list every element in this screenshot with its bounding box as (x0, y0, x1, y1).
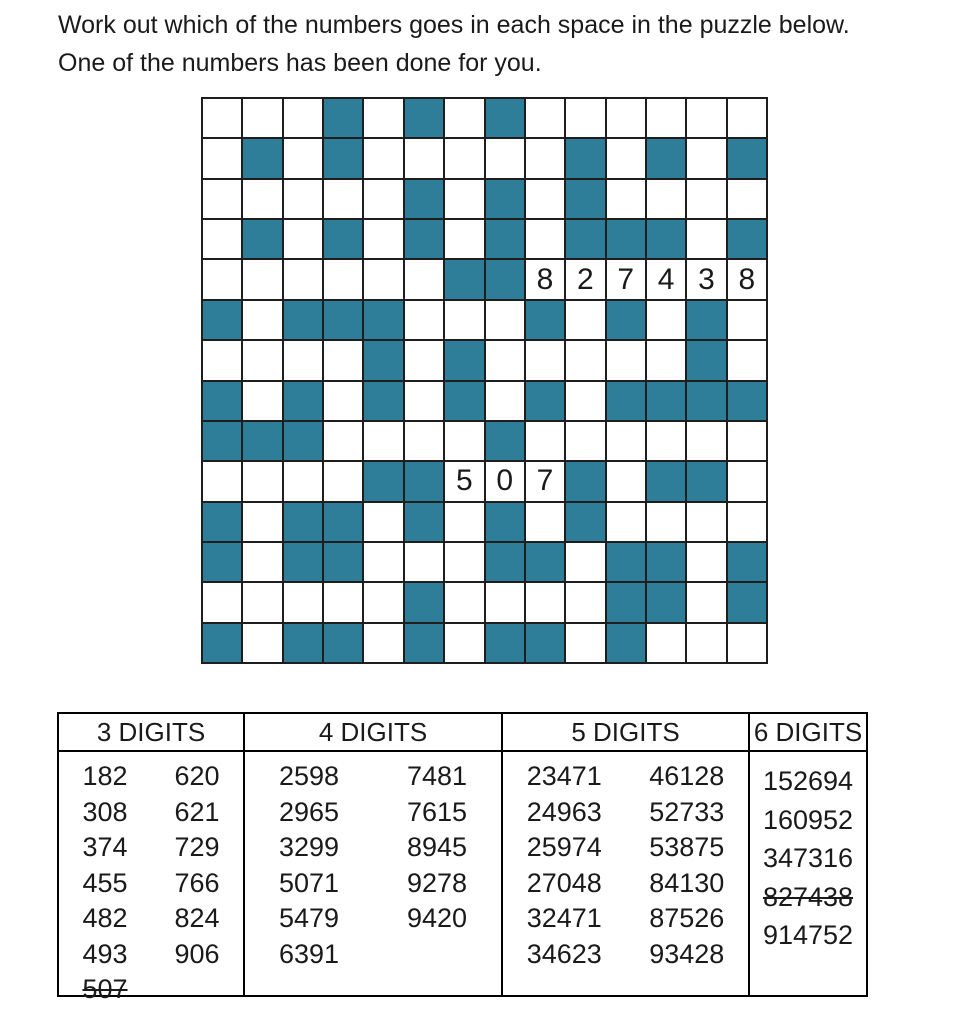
grid-cell-r11c11-shaded (647, 543, 685, 581)
grid-cell-r9c9-shaded (566, 462, 604, 500)
grid-cell-r7c5[interactable] (405, 382, 443, 420)
grid-cell-r1c5[interactable] (405, 139, 443, 177)
grid-cell-r4c2[interactable] (284, 260, 322, 298)
grid-cell-r2c3[interactable] (324, 180, 362, 218)
grid-cell-r13c9[interactable] (566, 624, 604, 662)
number-9420: 9420 (406, 903, 468, 933)
number-bank-column-4-digits (243, 714, 501, 995)
number-729: 729 (174, 832, 220, 862)
grid-cell-r9c0[interactable] (203, 462, 241, 500)
grid-cell-r2c2[interactable] (284, 180, 322, 218)
grid-cell-r5c13[interactable] (728, 301, 766, 339)
grid-cell-r11c4[interactable] (364, 543, 402, 581)
grid-cell-r10c6[interactable] (445, 503, 483, 541)
grid-cell-r3c3-shaded (324, 220, 362, 258)
grid-cell-r6c9[interactable] (566, 341, 604, 379)
grid-cell-r11c0-shaded (203, 543, 241, 581)
number-5479: 5479 (278, 903, 340, 933)
grid-cell-r5c11[interactable] (647, 301, 685, 339)
grid-cell-r0c8[interactable] (526, 99, 564, 137)
grid-cell-r8c6[interactable] (445, 422, 483, 460)
number-182: 182 (82, 761, 128, 791)
column-body (750, 752, 866, 995)
column-body (503, 752, 748, 995)
grid-cell-r1c4[interactable] (364, 139, 402, 177)
grid-cell-r0c6[interactable] (445, 99, 483, 137)
number-2965: 2965 (278, 796, 340, 827)
grid-cell-r13c4[interactable] (364, 624, 402, 662)
grid-cell-r10c8[interactable] (526, 503, 564, 541)
grid-cell-r4c0[interactable] (203, 260, 241, 298)
grid-cell-r1c13-shaded (728, 139, 766, 177)
number-507-struck: 507 (82, 974, 128, 1004)
grid-cell-r9c3[interactable] (324, 462, 362, 500)
number-25974: 25974 (526, 832, 602, 862)
grid-cell-r2c13[interactable] (728, 180, 766, 218)
number-152694: 152694 (762, 766, 854, 796)
number-824: 824 (174, 903, 220, 933)
grid-cell-r10c4[interactable] (364, 503, 402, 541)
grid-cell-r4c8[interactable]: 8 (526, 260, 564, 298)
number-87526: 87526 (649, 903, 725, 933)
grid-cell-r2c4[interactable] (364, 180, 402, 218)
grid-cell-r3c0[interactable] (203, 220, 241, 258)
grid-cell-r2c8[interactable] (526, 180, 564, 218)
grid-cell-r6c13[interactable] (728, 341, 766, 379)
grid-cell-r7c13-shaded (728, 382, 766, 420)
grid-cell-r1c12[interactable] (687, 139, 725, 177)
grid-cell-r10c3-shaded (324, 503, 362, 541)
grid-cell-r13c12[interactable] (687, 624, 725, 662)
grid-cell-r8c2-shaded (284, 422, 322, 460)
grid-cell-r6c3[interactable] (324, 341, 362, 379)
number-5071: 5071 (278, 867, 340, 898)
grid-cell-r9c4-shaded (364, 462, 402, 500)
number-8945: 8945 (406, 832, 468, 862)
grid-cell-r5c5[interactable] (405, 301, 443, 339)
number-bank-column-6-digits (748, 714, 866, 995)
number-9278: 9278 (406, 867, 468, 898)
number-list (503, 759, 626, 995)
grid-cell-r1c6[interactable] (445, 139, 483, 177)
grid-cell-r9c12-shaded (687, 462, 725, 500)
grid-cell-r9c1[interactable] (243, 462, 281, 500)
grid-cell-r6c4-shaded (364, 341, 402, 379)
grid-cell-r13c6[interactable] (445, 624, 483, 662)
grid-cell-r1c8[interactable] (526, 139, 564, 177)
grid-cell-r13c10-shaded (607, 624, 645, 662)
grid-cell-r5c10-shaded (607, 301, 645, 339)
grid-cell-r5c2-shaded (284, 301, 322, 339)
grid-cell-r3c5-shaded (405, 220, 443, 258)
grid-cell-r2c6[interactable] (445, 180, 483, 218)
grid-cell-r2c12[interactable] (687, 180, 725, 218)
grid-cell-r2c10[interactable] (607, 180, 645, 218)
grid-cell-r12c7[interactable] (486, 583, 524, 621)
grid-cell-r12c5-shaded (405, 583, 443, 621)
grid-cell-r11c8-shaded (526, 543, 564, 581)
grid-cell-r4c1[interactable] (243, 260, 281, 298)
grid-cell-r4c3[interactable] (324, 260, 362, 298)
grid-cell-r8c7-shaded (486, 422, 524, 460)
grid-cell-r3c1-shaded (243, 220, 281, 258)
column-header: 4 DIGITS (245, 714, 501, 752)
grid-cell-r8c13[interactable] (728, 422, 766, 460)
grid-cell-r9c8[interactable]: 7 (526, 462, 564, 500)
grid-cell-r1c10[interactable] (607, 139, 645, 177)
grid-cell-r1c3-shaded (324, 139, 362, 177)
grid-cell-r10c7-shaded (486, 503, 524, 541)
grid-cell-r10c0-shaded (203, 503, 241, 541)
grid-cell-r5c9[interactable] (566, 301, 604, 339)
grid-cell-r6c0[interactable] (203, 341, 241, 379)
number-766: 766 (174, 867, 220, 898)
grid-cell-r8c0-shaded (203, 422, 241, 460)
grid-cell-r4c11[interactable]: 4 (647, 260, 685, 298)
grid-cell-r0c2[interactable] (284, 99, 322, 137)
grid-cell-r12c3[interactable] (324, 583, 362, 621)
grid-cell-r6c2[interactable] (284, 341, 322, 379)
grid-cell-r4c6-shaded (445, 260, 483, 298)
grid-cell-r11c2-shaded (284, 543, 322, 581)
number-347316: 347316 (762, 843, 854, 873)
grid-cell-r0c4[interactable] (364, 99, 402, 137)
grid-cell-r11c6[interactable] (445, 543, 483, 581)
grid-cell-r5c6[interactable] (445, 301, 483, 339)
grid-cell-r0c9[interactable] (566, 99, 604, 137)
number-160952: 160952 (762, 804, 854, 835)
grid-cell-r5c1[interactable] (243, 301, 281, 339)
column-body (245, 752, 501, 995)
instructions (58, 6, 850, 82)
grid-cell-r11c12[interactable] (687, 543, 725, 581)
grid-cell-r7c8-shaded (526, 382, 564, 420)
grid-cell-r0c1[interactable] (243, 99, 281, 137)
puzzle-grid (201, 97, 768, 664)
grid-cell-r0c7-shaded (486, 99, 524, 137)
number-493: 493 (82, 938, 128, 969)
number-list (626, 759, 749, 995)
grid-cell-r13c8-shaded (526, 624, 564, 662)
number-list (373, 759, 501, 995)
number-2598: 2598 (278, 761, 340, 791)
grid-cell-r6c12-shaded (687, 341, 725, 379)
grid-cell-r10c1[interactable] (243, 503, 281, 541)
grid-cell-r9c5-shaded (405, 462, 443, 500)
grid-cell-r5c7[interactable] (486, 301, 524, 339)
grid-cell-r2c9-shaded (566, 180, 604, 218)
grid-cell-r11c9[interactable] (566, 543, 604, 581)
grid-cell-r12c11-shaded (647, 583, 685, 621)
grid-cell-r5c8-shaded (526, 301, 564, 339)
grid-cell-r13c0-shaded (203, 624, 241, 662)
number-46128: 46128 (649, 761, 725, 791)
grid-cell-r13c2-shaded (284, 624, 322, 662)
instruction-line-1: Work out which of the numbers goes in each space in the puzzle below. (58, 11, 850, 39)
grid-cell-r7c0-shaded (203, 382, 241, 420)
grid-cell-r3c12[interactable] (687, 220, 725, 258)
grid-cell-r7c10-shaded (607, 382, 645, 420)
grid-cell-r8c3[interactable] (324, 422, 362, 460)
grid-cell-r8c5[interactable] (405, 422, 443, 460)
grid-cell-r2c1[interactable] (243, 180, 281, 218)
grid-cell-r12c2[interactable] (284, 583, 322, 621)
grid-cell-r12c9[interactable] (566, 583, 604, 621)
grid-cell-r0c12[interactable] (687, 99, 725, 137)
grid-cell-r8c11[interactable] (647, 422, 685, 460)
number-914752: 914752 (762, 920, 854, 950)
grid-cell-r6c7[interactable] (486, 341, 524, 379)
number-906: 906 (174, 938, 220, 969)
grid-cell-r13c3-shaded (324, 624, 362, 662)
grid-cell-r4c9[interactable]: 2 (566, 260, 604, 298)
grid-cell-r7c1[interactable] (243, 382, 281, 420)
grid-cell-r9c6[interactable]: 5 (445, 462, 483, 500)
grid-cell-r12c13-shaded (728, 583, 766, 621)
number-621: 621 (174, 796, 220, 827)
grid-cell-r7c7[interactable] (486, 382, 524, 420)
number-23471: 23471 (526, 761, 602, 791)
grid-cell-r5c12-shaded (687, 301, 725, 339)
grid-cell-r3c7-shaded (486, 220, 524, 258)
grid-cell-r13c5-shaded (405, 624, 443, 662)
number-3299: 3299 (278, 832, 340, 862)
grid-cell-r9c2[interactable] (284, 462, 322, 500)
grid-cell-r7c12-shaded (687, 382, 725, 420)
number-827438-struck: 827438 (762, 881, 854, 912)
number-482: 482 (82, 903, 128, 933)
grid-cell-r6c10[interactable] (607, 341, 645, 379)
column-header: 6 DIGITS (750, 714, 866, 752)
column-header: 3 DIGITS (59, 714, 243, 752)
number-455: 455 (82, 867, 128, 898)
grid-cell-r2c0[interactable] (203, 180, 241, 218)
grid-cell-r1c11-shaded (647, 139, 685, 177)
grid-cell-r1c2[interactable] (284, 139, 322, 177)
number-374: 374 (82, 832, 128, 862)
grid-cell-r4c12[interactable]: 3 (687, 260, 725, 298)
number-list (59, 759, 151, 1008)
number-6391: 6391 (278, 938, 340, 969)
grid-cell-r12c1[interactable] (243, 583, 281, 621)
grid-cell-r13c1[interactable] (243, 624, 281, 662)
grid-cell-r10c11[interactable] (647, 503, 685, 541)
grid-cell-r1c7[interactable] (486, 139, 524, 177)
grid-cell-r8c9[interactable] (566, 422, 604, 460)
grid-cell-r7c4-shaded (364, 382, 402, 420)
grid-cell-r4c7-shaded (486, 260, 524, 298)
grid-cell-r5c0-shaded (203, 301, 241, 339)
grid-cell-r3c4[interactable] (364, 220, 402, 258)
grid-cell-r12c6[interactable] (445, 583, 483, 621)
grid-cell-r6c11[interactable] (647, 341, 685, 379)
number-84130: 84130 (649, 867, 725, 898)
grid-cell-r8c4[interactable] (364, 422, 402, 460)
grid-cell-r0c0[interactable] (203, 99, 241, 137)
grid-cell-r0c3-shaded (324, 99, 362, 137)
grid-cell-r1c0[interactable] (203, 139, 241, 177)
number-list (245, 759, 373, 995)
grid-cell-r4c13[interactable]: 8 (728, 260, 766, 298)
number-bank-table (57, 712, 868, 1004)
grid-cell-r3c2[interactable] (284, 220, 322, 258)
grid-cell-r12c8[interactable] (526, 583, 564, 621)
grid-cell-r8c1-shaded (243, 422, 281, 460)
grid-cell-r0c13[interactable] (728, 99, 766, 137)
number-7615: 7615 (406, 796, 468, 827)
grid-cell-r3c13-shaded (728, 220, 766, 258)
number-53875: 53875 (649, 832, 725, 862)
grid-cell-r9c7[interactable]: 0 (486, 462, 524, 500)
grid-cell-r6c5[interactable] (405, 341, 443, 379)
grid-cell-r7c6-shaded (445, 382, 483, 420)
grid-cell-r3c9-shaded (566, 220, 604, 258)
grid-cell-r1c9-shaded (566, 139, 604, 177)
number-bank-column-5-digits (501, 714, 748, 995)
grid-cell-r10c12[interactable] (687, 503, 725, 541)
number-7481: 7481 (406, 761, 468, 791)
grid-cell-r3c10-shaded (607, 220, 645, 258)
grid-cell-r9c10[interactable] (607, 462, 645, 500)
grid-cell-r3c6[interactable] (445, 220, 483, 258)
grid-cell-r10c10[interactable] (607, 503, 645, 541)
number-52733: 52733 (649, 796, 725, 827)
grid-cell-r12c4[interactable] (364, 583, 402, 621)
grid-cell-r13c11[interactable] (647, 624, 685, 662)
number-bank-column-3-digits (59, 714, 243, 1004)
grid-cell-r1c1-shaded (243, 139, 281, 177)
number-93428: 93428 (649, 938, 725, 969)
grid-cell-r12c12[interactable] (687, 583, 725, 621)
grid-cell-r4c10[interactable]: 7 (607, 260, 645, 298)
grid-cell-r8c12[interactable] (687, 422, 725, 460)
grid-cell-r7c11-shaded (647, 382, 685, 420)
grid-cell-r13c7-shaded (486, 624, 524, 662)
number-27048: 27048 (526, 867, 602, 898)
grid-cell-r12c0[interactable] (203, 583, 241, 621)
grid-cell-r10c5-shaded (405, 503, 443, 541)
grid-cell-r10c9-shaded (566, 503, 604, 541)
column-body (59, 752, 243, 1008)
grid-cell-r6c6-shaded (445, 341, 483, 379)
grid-cell-r5c4-shaded (364, 301, 402, 339)
grid-cell-r4c5[interactable] (405, 260, 443, 298)
grid-cell-r9c11-shaded (647, 462, 685, 500)
grid-cell-r10c2-shaded (284, 503, 322, 541)
grid-cell-r6c8[interactable] (526, 341, 564, 379)
grid-cell-r11c1[interactable] (243, 543, 281, 581)
grid-cell-r7c9[interactable] (566, 382, 604, 420)
number-list (151, 759, 243, 1008)
grid-cell-r2c5-shaded (405, 180, 443, 218)
grid-cell-r12c10-shaded (607, 583, 645, 621)
grid-cell-r7c3[interactable] (324, 382, 362, 420)
grid-cell-r11c3-shaded (324, 543, 362, 581)
number-34623: 34623 (526, 938, 602, 969)
number-list (750, 759, 866, 995)
grid-cell-r3c11-shaded (647, 220, 685, 258)
instruction-line-2: One of the numbers has been done for you. (58, 49, 542, 77)
grid-cell-r4c4[interactable] (364, 260, 402, 298)
grid-cell-r6c1[interactable] (243, 341, 281, 379)
column-header: 5 DIGITS (503, 714, 748, 752)
grid-cell-r13c13[interactable] (728, 624, 766, 662)
grid-cell-r11c13-shaded (728, 543, 766, 581)
grid-cell-r11c7-shaded (486, 543, 524, 581)
grid-cell-r9c13[interactable] (728, 462, 766, 500)
grid-cell-r10c13[interactable] (728, 503, 766, 541)
number-620: 620 (174, 761, 220, 791)
grid-cell-r8c8[interactable] (526, 422, 564, 460)
grid-cell-r2c7-shaded (486, 180, 524, 218)
grid-cell-r2c11[interactable] (647, 180, 685, 218)
grid-cell-r0c10[interactable] (607, 99, 645, 137)
grid-cell-r0c5-shaded (405, 99, 443, 137)
grid-cell-r3c8[interactable] (526, 220, 564, 258)
grid-cell-r7c2-shaded (284, 382, 322, 420)
grid-cell-r11c10-shaded (607, 543, 645, 581)
grid-cell-r11c5[interactable] (405, 543, 443, 581)
number-32471: 32471 (526, 903, 602, 933)
grid-cell-r0c11[interactable] (647, 99, 685, 137)
grid-cell-r5c3-shaded (324, 301, 362, 339)
number-24963: 24963 (526, 796, 602, 827)
grid-cell-r8c10[interactable] (607, 422, 645, 460)
number-308: 308 (82, 796, 128, 827)
